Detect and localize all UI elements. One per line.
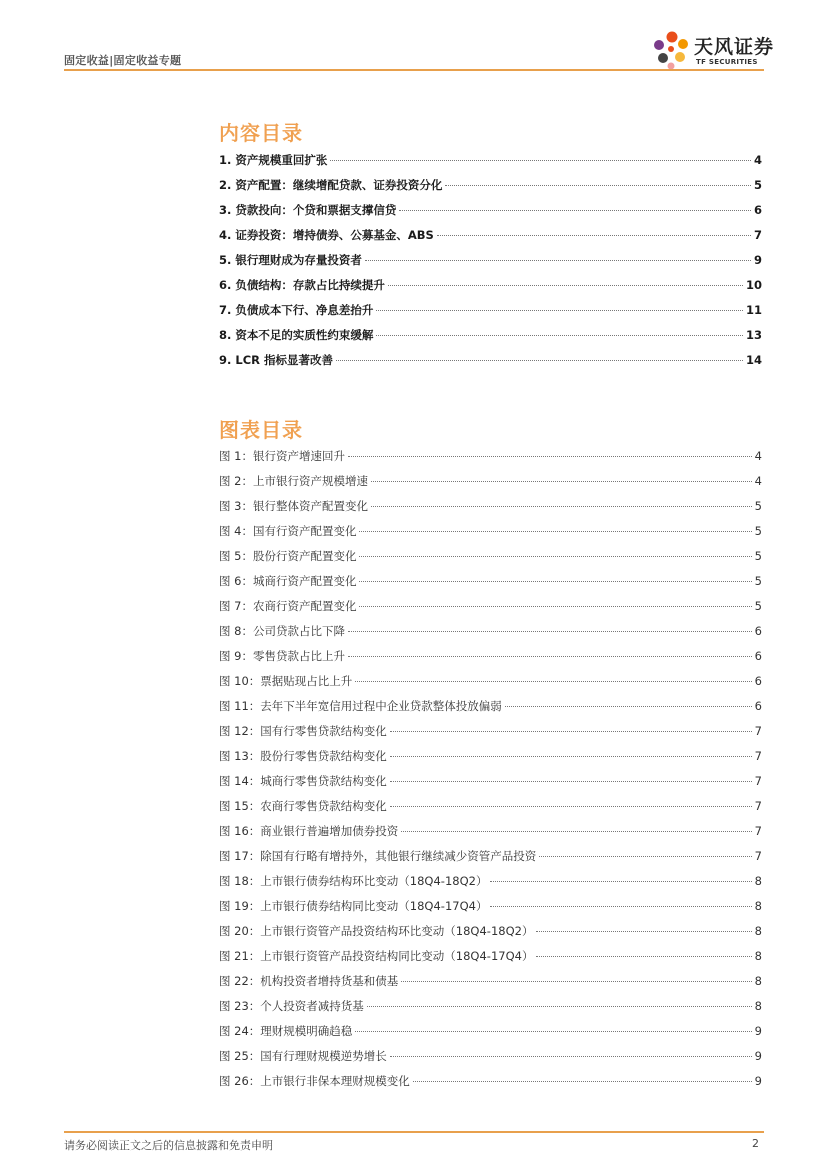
dot-leader xyxy=(355,1031,751,1032)
entry-label: 图 21：上市银行资管产品投资结构同比变动（18Q4-17Q4） xyxy=(219,949,534,963)
entry-page: 9 xyxy=(754,1024,762,1038)
figure-entry[interactable] xyxy=(219,948,762,966)
dot-leader xyxy=(505,706,752,707)
figure-entry[interactable] xyxy=(219,1073,762,1091)
entry-page: 8 xyxy=(754,974,762,988)
entry-label: 5. 银行理财成为存量投资者 xyxy=(219,253,362,267)
entry-page: 7 xyxy=(754,724,762,738)
entry-label: 9. LCR 指标显著改善 xyxy=(219,353,333,367)
figure-entry[interactable] xyxy=(219,973,762,991)
entry-page: 5 xyxy=(754,574,762,588)
entry-page: 8 xyxy=(754,874,762,888)
dot-leader xyxy=(388,285,743,286)
dot-leader xyxy=(539,856,751,857)
dot-leader xyxy=(359,556,751,557)
entry-page: 6 xyxy=(754,649,762,663)
entry-label: 图 2：上市银行资产规模增速 xyxy=(219,474,368,488)
entry-label: 图 6：城商行资产配置变化 xyxy=(219,574,357,588)
entry-page: 9 xyxy=(754,1074,762,1088)
entry-label: 1. 资产规模重回扩张 xyxy=(219,153,328,167)
dot-leader xyxy=(371,481,752,482)
disclaimer-note: 请务必阅读正文之后的信息披露和免责申明 xyxy=(64,1139,273,1152)
entry-page: 8 xyxy=(754,949,762,963)
dot-leader xyxy=(445,185,751,186)
entry-label: 图 3：银行整体资产配置变化 xyxy=(219,499,368,513)
figure-entry[interactable] xyxy=(219,748,762,766)
entry-label: 图 22：机构投资者增持货基和债基 xyxy=(219,974,399,988)
entry-page: 8 xyxy=(754,999,762,1013)
entry-label: 图 14：城商行零售贷款结构变化 xyxy=(219,774,387,788)
dot-leader xyxy=(390,1056,752,1057)
entry-page: 14 xyxy=(745,353,762,367)
entry-page: 6 xyxy=(754,674,762,688)
toc-entry[interactable] xyxy=(219,227,762,245)
dot-leader xyxy=(371,506,752,507)
dot-leader xyxy=(336,360,743,361)
figures-title: 图表目录 xyxy=(219,418,303,442)
figure-entry[interactable] xyxy=(219,448,762,466)
entry-page: 5 xyxy=(754,549,762,563)
dot-leader xyxy=(399,210,751,211)
entry-label: 图 24：理财规模明确趋稳 xyxy=(219,1024,353,1038)
toc-entry[interactable] xyxy=(219,277,762,295)
header-category: 固定收益|固定收益专题 xyxy=(64,54,182,67)
figure-entry[interactable] xyxy=(219,898,762,916)
entry-page: 7 xyxy=(754,799,762,813)
company-logo xyxy=(650,28,775,72)
toc-entry[interactable] xyxy=(219,177,762,195)
entry-label: 图 26：上市银行非保本理财规模变化 xyxy=(219,1074,410,1088)
dot-leader xyxy=(355,681,751,682)
entry-page: 4 xyxy=(753,153,762,167)
entry-label: 图 9：零售贷款占比上升 xyxy=(219,649,345,663)
dot-leader xyxy=(390,781,752,782)
dot-leader xyxy=(437,235,751,236)
entry-label: 图 13：股份行零售贷款结构变化 xyxy=(219,749,387,763)
entry-label: 图 11：去年下半年宽信用过程中企业贷款整体投放偏弱 xyxy=(219,699,502,713)
dot-leader xyxy=(390,731,752,732)
entry-label: 4. 证券投资：增持债券、公募基金、ABS xyxy=(219,228,434,242)
entry-label: 2. 资产配置：继续增配贷款、证券投资分化 xyxy=(219,178,443,192)
entry-label: 3. 贷款投向：个贷和票据支撑信贷 xyxy=(219,203,397,217)
entry-label: 图 7：农商行资产配置变化 xyxy=(219,599,357,613)
dot-leader xyxy=(490,906,751,907)
dot-leader xyxy=(401,831,751,832)
entry-label: 图 12：国有行零售贷款结构变化 xyxy=(219,724,387,738)
toc-entry[interactable] xyxy=(219,327,762,345)
entry-label: 6. 负债结构：存款占比持续提升 xyxy=(219,278,385,292)
figure-entry[interactable] xyxy=(219,598,762,616)
entry-page: 7 xyxy=(754,824,762,838)
figure-entry[interactable] xyxy=(219,648,762,666)
figure-entry[interactable] xyxy=(219,623,762,641)
entry-label: 图 5：股份行资产配置变化 xyxy=(219,549,357,563)
entry-page: 6 xyxy=(753,203,762,217)
entry-label: 图 18：上市银行债券结构环比变动（18Q4-18Q2） xyxy=(219,874,488,888)
toc-entry[interactable] xyxy=(219,302,762,320)
dot-leader xyxy=(390,806,752,807)
entry-page: 8 xyxy=(754,924,762,938)
dot-leader xyxy=(348,656,752,657)
entry-page: 5 xyxy=(754,524,762,538)
footer-divider xyxy=(64,1131,764,1133)
figure-entry[interactable] xyxy=(219,498,762,516)
dot-leader xyxy=(359,531,751,532)
entry-label: 7. 负债成本下行、净息差抬升 xyxy=(219,303,374,317)
entry-page: 7 xyxy=(754,749,762,763)
toc-entry[interactable] xyxy=(219,252,762,270)
figure-entry[interactable] xyxy=(219,773,762,791)
dot-leader xyxy=(365,260,751,261)
figure-entry[interactable] xyxy=(219,923,762,941)
entry-label: 8. 资本不足的实质性约束缓解 xyxy=(219,328,374,342)
entry-label: 图 15：农商行零售贷款结构变化 xyxy=(219,799,387,813)
figure-entry[interactable] xyxy=(219,573,762,591)
entry-page: 5 xyxy=(754,499,762,513)
figure-entry[interactable] xyxy=(219,673,762,691)
dot-leader xyxy=(376,335,743,336)
entry-label: 图 25：国有行理财规模逆势增长 xyxy=(219,1049,387,1063)
toc-entry[interactable] xyxy=(219,152,762,170)
dot-leader xyxy=(359,606,751,607)
toc-entry[interactable] xyxy=(219,352,762,370)
entry-label: 图 4：国有行资产配置变化 xyxy=(219,524,357,538)
figure-entry[interactable] xyxy=(219,1048,762,1066)
logo-name-cn: 天风证券 xyxy=(694,36,775,58)
figure-entry[interactable] xyxy=(219,523,762,541)
dot-leader xyxy=(490,881,751,882)
entry-label: 图 20：上市银行资管产品投资结构环比变动（18Q4-18Q2） xyxy=(219,924,534,938)
entry-label: 图 10：票据贴现占比上升 xyxy=(219,674,353,688)
dot-leader xyxy=(376,310,743,311)
entry-page: 10 xyxy=(745,278,762,292)
dot-leader xyxy=(413,1081,752,1082)
dot-leader xyxy=(401,981,751,982)
entry-label: 图 1：银行资产增速回升 xyxy=(219,449,345,463)
figure-entry[interactable] xyxy=(219,873,762,891)
dot-leader xyxy=(348,456,752,457)
entry-label: 图 17：除国有行略有增持外，其他银行继续减少资管产品投资 xyxy=(219,849,537,863)
entry-page: 5 xyxy=(754,599,762,613)
entry-page: 5 xyxy=(753,178,762,192)
figure-entry[interactable] xyxy=(219,723,762,741)
toc-entry[interactable] xyxy=(219,202,762,220)
entry-label: 图 8：公司贷款占比下降 xyxy=(219,624,345,638)
flower-logo-icon xyxy=(650,28,694,72)
entry-page: 11 xyxy=(745,303,762,317)
figure-entry[interactable] xyxy=(219,823,762,841)
page-number: 2 xyxy=(752,1137,759,1150)
entry-page: 9 xyxy=(754,1049,762,1063)
entry-page: 7 xyxy=(753,228,762,242)
entry-page: 6 xyxy=(754,699,762,713)
entry-page: 4 xyxy=(754,449,762,463)
figure-entry[interactable] xyxy=(219,798,762,816)
logo-name-en: TF SECURITIES xyxy=(696,58,758,66)
dot-leader xyxy=(330,160,751,161)
entry-page: 9 xyxy=(753,253,762,267)
figure-entry[interactable] xyxy=(219,698,762,716)
dot-leader xyxy=(536,931,751,932)
dot-leader xyxy=(367,1006,752,1007)
entry-page: 7 xyxy=(754,849,762,863)
entry-page: 13 xyxy=(745,328,762,342)
dot-leader xyxy=(359,581,751,582)
figure-entry[interactable] xyxy=(219,848,762,866)
entry-page: 7 xyxy=(754,774,762,788)
entry-label: 图 19：上市银行债券结构同比变动（18Q4-17Q4） xyxy=(219,899,488,913)
header-divider xyxy=(64,69,764,71)
figure-entry[interactable] xyxy=(219,998,762,1016)
dot-leader xyxy=(536,956,751,957)
dot-leader xyxy=(348,631,752,632)
figure-entry[interactable] xyxy=(219,548,762,566)
figure-entry[interactable] xyxy=(219,473,762,491)
entry-label: 图 23：个人投资者减持货基 xyxy=(219,999,364,1013)
entry-page: 6 xyxy=(754,624,762,638)
entry-label: 图 16：商业银行普遍增加债券投资 xyxy=(219,824,399,838)
figure-entry[interactable] xyxy=(219,1023,762,1041)
entry-page: 8 xyxy=(754,899,762,913)
dot-leader xyxy=(390,756,752,757)
entry-page: 4 xyxy=(754,474,762,488)
contents-title: 内容目录 xyxy=(219,121,303,145)
